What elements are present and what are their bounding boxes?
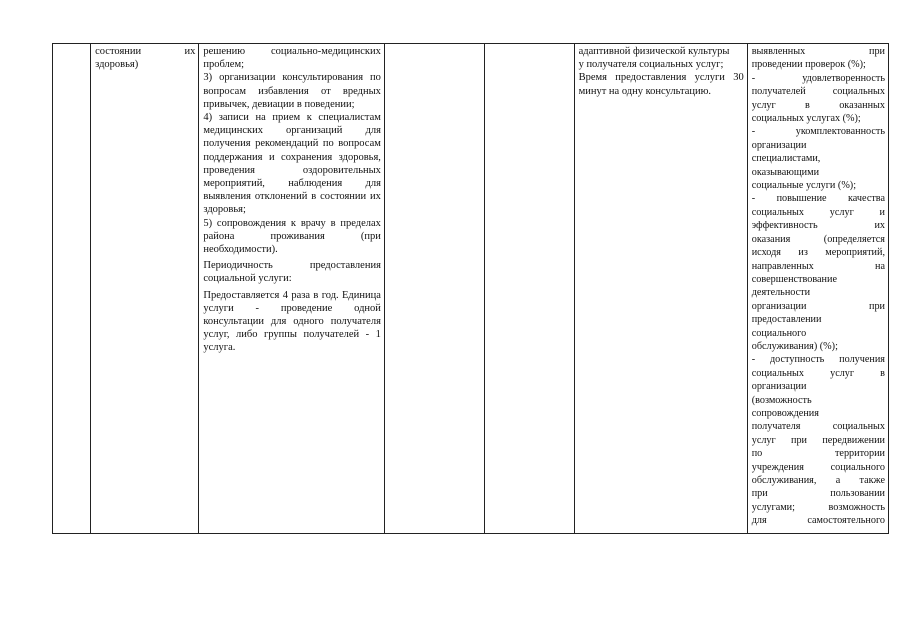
indicator-line: социальных услугах (%); [751, 113, 861, 125]
indicator-line: услугами; возможность [751, 501, 885, 513]
description-line: решению социально-медицинских проблем; [203, 46, 381, 71]
indicator-line: совершенствование [751, 273, 837, 285]
cell-service-conditions [574, 44, 747, 534]
indicator-line: выявленных при [751, 46, 885, 57]
indicator-line: оказывающими [751, 166, 820, 178]
indicator-line: услуг в оказанных [751, 99, 885, 111]
indicator-line: социального [751, 327, 807, 339]
indicator-line: получателей социальных [751, 86, 885, 98]
indicator-line: проведении проверок (%); [751, 59, 866, 71]
indicator-line: социальные услуги (%); [751, 180, 857, 192]
indicator-line: учреждения социального [751, 461, 885, 473]
indicator-line: обслуживания) (%); [751, 340, 838, 352]
services-table [52, 43, 889, 534]
indicator-line: - удовлетворенность [751, 72, 885, 84]
indicator-line: (возможность [751, 394, 812, 406]
time-provision-text: Время предоставления услуги 30 минут на одну консультацию. [578, 72, 744, 97]
conditions-line: у получателя социальных услуг; [578, 59, 724, 71]
indicator-line: организации при [751, 300, 885, 312]
indicator-line: для самостоятельного [751, 515, 885, 527]
indicator-line: социальных услуг в [751, 367, 885, 379]
cell-column-5 [484, 44, 574, 534]
indicator-line: специалистами, [751, 153, 821, 165]
indicator-line: обслуживания, а также [751, 475, 885, 486]
cell-service-name [91, 44, 199, 534]
description-line: 5) сопровождения к врачу в пределах района проживания (при необходимости). [203, 217, 381, 256]
description-line: 3) организации консультирования по вопросам избавления от вредных привычек, девиации в поведении; [203, 72, 381, 110]
indicator-line: деятельности [751, 287, 811, 299]
cell-quality-indicators [747, 44, 888, 534]
indicator-line: организации [751, 381, 807, 393]
indicator-line: предоставлении [751, 314, 822, 326]
cell-number [53, 44, 91, 534]
conditions-line: адаптивной физической культуры [578, 46, 730, 57]
indicator-line: исходя из мероприятий, [751, 247, 885, 259]
periodicity-text: Предоставляется 4 раза в год. Единица услуги - проведение одной консультации для одного получателя услуг, либо группы получателей - 1 услуга. [203, 289, 381, 354]
indicator-line: - повышение качества [751, 193, 885, 205]
indicator-line: эффективность их [751, 220, 885, 232]
cell-column-4 [384, 44, 484, 534]
table-row [53, 44, 889, 534]
cell-service-description [199, 44, 385, 534]
indicator-line: организации [751, 139, 807, 151]
indicator-line: - доступность получения [751, 354, 885, 366]
indicator-line: при пользовании [751, 488, 885, 500]
indicator-line: направленных на [751, 260, 885, 272]
indicator-line: получателя социальных [751, 421, 885, 433]
description-line: 4) записи на прием к специалистам медицинских организаций для получения рекомендаций по вопросам поддержания и сохранения здоровья, проведения оздоровительных мероприятий, наблюдения для выявления отклонений в состоянии их здоровья; [203, 112, 381, 216]
indicator-line: оказания (определяется [751, 233, 885, 245]
indicator-line: сопровождения [751, 407, 819, 419]
indicator-line: услуг при передвижении [751, 434, 885, 446]
indicator-line: по территории [751, 448, 885, 460]
service-name-text: состоянии их здоровья) [95, 46, 196, 71]
periodicity-heading: Периодичность предоставления социальной услуги: [203, 260, 381, 285]
indicator-line: - укомплектованность [751, 126, 885, 138]
indicator-line: социальных услуг и [751, 206, 885, 218]
